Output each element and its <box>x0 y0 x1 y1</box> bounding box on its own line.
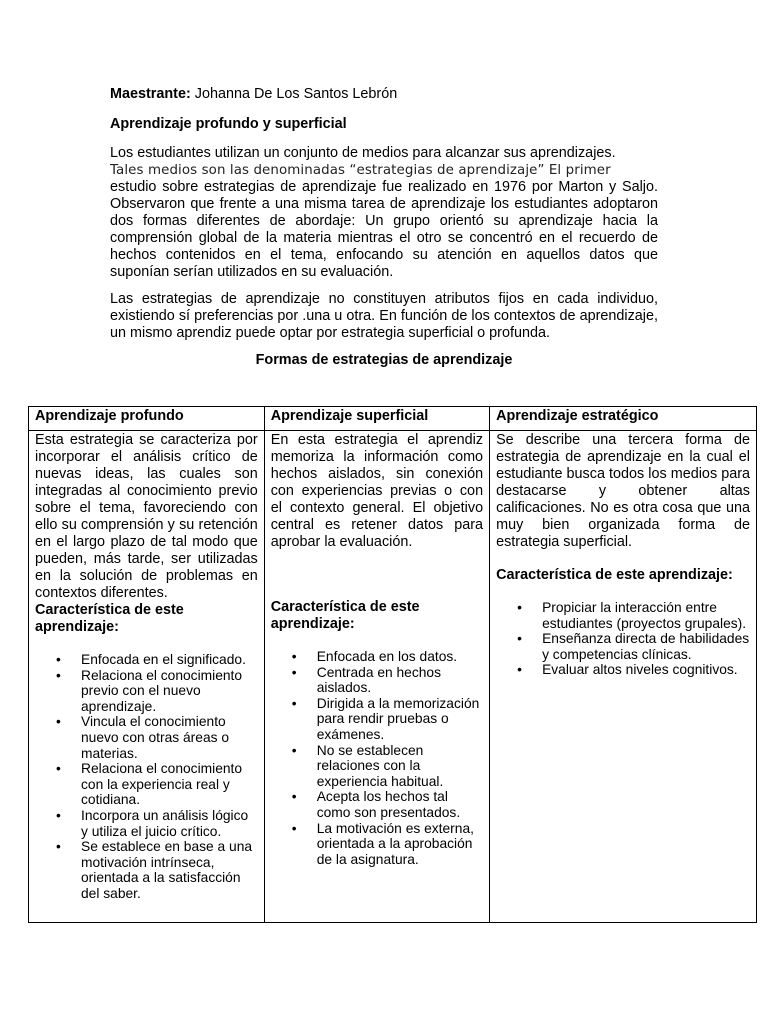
characteristics-heading-deep: Característica de este aprendizaje: <box>35 602 184 635</box>
cell-surface <box>264 431 489 923</box>
table-row <box>29 431 757 923</box>
document-page <box>110 86 658 375</box>
header-deep: Aprendizaje profundo <box>29 407 265 431</box>
list-item: • Centrada en hechos aislados. <box>291 664 441 696</box>
cell-strategic <box>490 431 757 923</box>
paragraph-1-body: estudio sobre estrategias de aprendizaje fue realizado en 1976 por Marton y Saljo. Observaron que frente a una misma tarea de aprendizaje los estudiantes adoptaron dos formas diferentes de abordaje: Un grupo orientó su aprendizaje hacia la comprensión global de la materia mientras el otro se concentró en el recuerdo de hechos contenidos en el tema, enfocando su atención en aquellos datos que suponían serían utilizados en su evaluación. <box>110 179 658 280</box>
header-surface: Aprendizaje superficial <box>264 407 489 431</box>
table-header-row <box>29 407 757 431</box>
list-item: • Dirigida a la memorización para rendir pruebas o exámenes. <box>291 695 480 742</box>
list-item: • La motivación es externa, orientada a la aprobación de la asignatura. <box>291 820 474 867</box>
feature-list-deep <box>35 652 258 902</box>
list-item: • Incorpora un análisis lógico y utiliza el juicio crítico. <box>56 807 249 839</box>
author-label: Maestrante: <box>110 86 191 102</box>
description-deep: Esta estrategia se caracteriza por incorporar el análisis crítico de nuevas ideas, las cuales son integradas al conocimiento previo sobre el tema, favoreciendo con ello su comprensión y su retención en el largo plazo de tal modo que pueden, más tarde, ser utilizadas en la solución de problemas en contextos diferentes. <box>35 432 258 601</box>
list-item: • No se establecen relaciones con la experiencia habitual. <box>291 742 444 789</box>
feature-list-surface <box>271 649 483 867</box>
list-item: • Enfocada en el significado. <box>56 652 246 667</box>
paragraph-1-styled-line: Tales medios son las denominadas “estrategias de aprendizaje” El primer <box>110 163 611 178</box>
list-item: • Se establece en base a una motivación intrínseca, orientada a la satisfacción del saber. <box>56 839 253 901</box>
list-item: • Vincula el conocimiento nuevo con otras áreas o materias. <box>56 714 230 761</box>
document-title: Aprendizaje profundo y superficial <box>110 116 347 132</box>
strategies-table <box>28 406 757 923</box>
feature-list-strategic <box>496 600 750 678</box>
characteristics-heading-strategic: Característica de este aprendizaje: <box>496 567 733 583</box>
list-item: • Propiciar la interacción entre estudiantes (proyectos grupales). <box>517 600 747 631</box>
characteristics-heading-surface: Característica de este aprendizaje: <box>270 599 420 632</box>
header-strategic: Aprendizaje estratégico <box>490 407 757 431</box>
author-name: Johanna De Los Santos Lebrón <box>190 86 398 102</box>
list-item: • Acepta los hechos tal como son presentados. <box>291 789 461 820</box>
author-line <box>110 86 658 103</box>
list-item: • Enseñanza directa de habilidades y competencias clínicas. <box>517 631 750 662</box>
list-item: • Enfocada en los datos. <box>291 649 458 664</box>
description-surface: En esta estrategia el aprendiz memoriza la información como hechos aislados, sin conexión con experiencias previas o con el contexto general. El objetivo central es retener datos para aprobar la evaluación. <box>270 432 484 550</box>
table-caption: Formas de estrategias de aprendizaje <box>255 352 513 368</box>
cell-deep <box>29 431 265 923</box>
list-item: • Evaluar altos niveles cognitivos. <box>517 662 738 678</box>
paragraph-2: Las estrategias de aprendizaje no constituyen atributos fijos en cada individuo, existiendo sí preferencias por .una u otra. En función de los contextos de aprendizaje, un mismo aprendiz puede optar por estrategia superficial o profunda. <box>110 291 658 341</box>
list-item: • Relaciona el conocimiento con la experiencia real y cotidiana. <box>56 761 243 808</box>
list-item: • Relaciona el conocimiento previo con el nuevo aprendizaje. <box>56 667 243 714</box>
paragraph-1-first-line: Los estudiantes utilizan un conjunto de medios para alcanzar sus aprendizajes. <box>110 145 616 161</box>
description-strategic: Se describe una tercera forma de estrategia de aprendizaje en la cual el estudiante busca todos los medios para destacarse y obtener altas calificaciones. No es otra cosa que una muy bien organizada forma de estrategia superficial. <box>496 432 750 550</box>
